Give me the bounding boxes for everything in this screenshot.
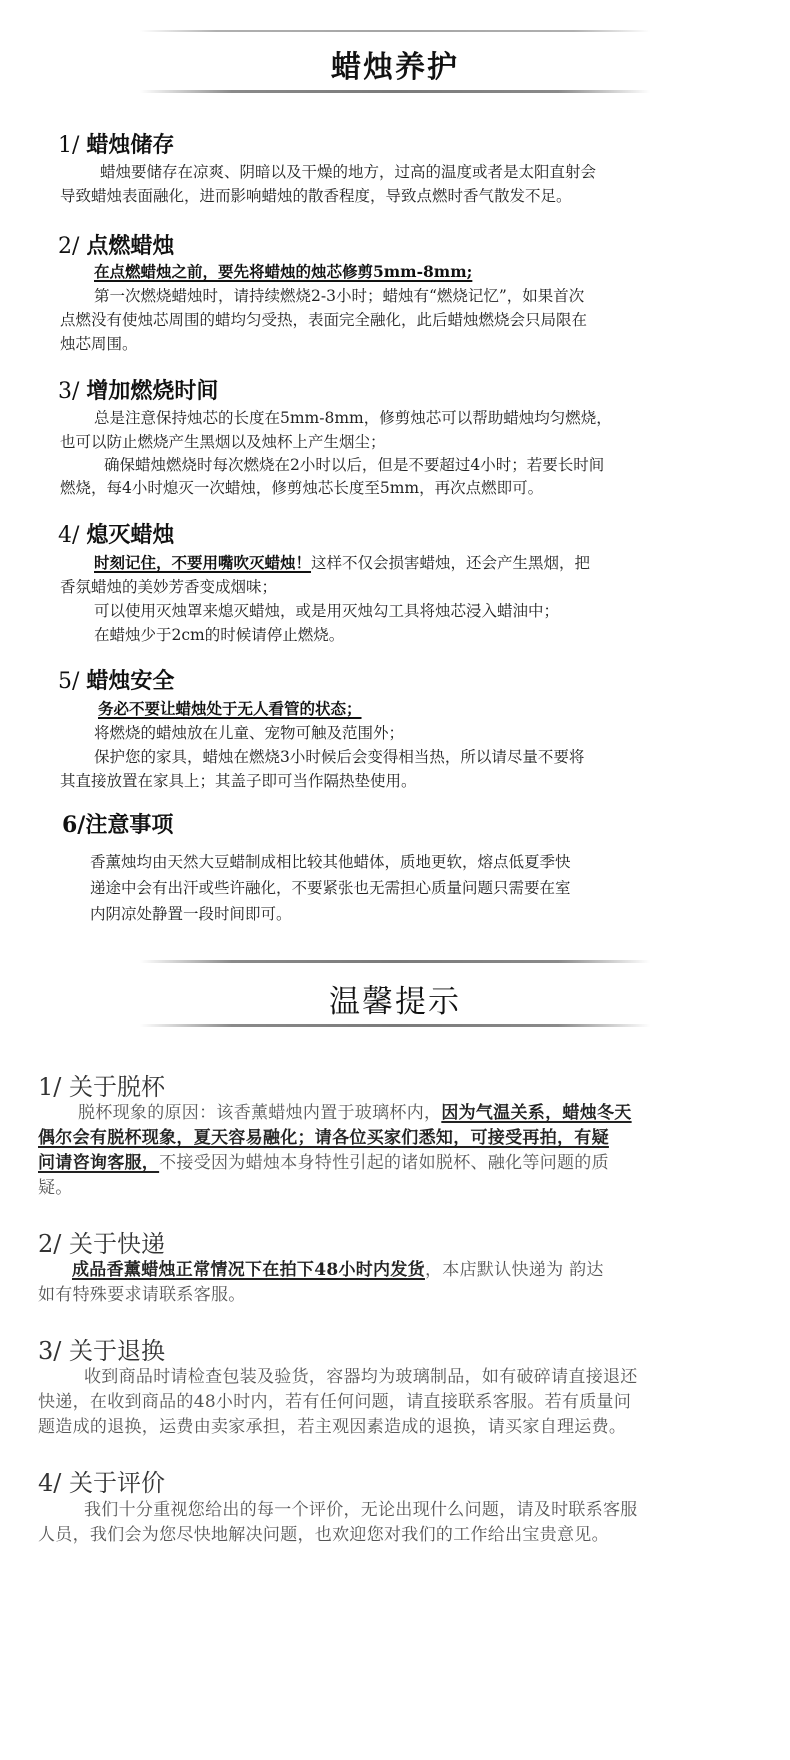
lighting-line-1: 第一次燃烧蜡烛时，请持续燃烧2-3小时；蜡烛有“燃烧记忆”，如果首次 — [94, 287, 585, 305]
extinguish-line-1: 香氛蜡烛的美妙芳香变成烟味； — [60, 578, 278, 596]
shipping-line-2: 如有特殊要求请联系客服。 — [38, 1285, 246, 1305]
storage-line-2: 导致蜡烛表面融化，进而影响蜡烛的散香程度，导致点燃时香气散发不足。 — [60, 187, 572, 205]
burn-time-line-4: 燃烧，每4小时熄灭一次蜡烛，修剪烛芯长度至5mm，再次点燃即可。 — [60, 479, 544, 497]
notes-line-1: 香薰烛均由天然大豆蜡制成相比较其他蜡体，质地更软，熔点低夏季快 — [90, 853, 571, 871]
lighting-line-3: 烛芯周围。 — [60, 335, 138, 353]
heading-returns: 3/ 关于退换 — [38, 1337, 165, 1365]
heading-cup-separation: 1/ 关于脱杯 — [38, 1073, 165, 1101]
heading-storage: 1/ 蜡烛储存 — [58, 132, 175, 158]
extinguish-line-2: 可以使用灭烛罩来熄灭蜡烛，或是用灭烛勾工具将烛芯浸入蜡油中； — [94, 602, 560, 620]
reviews-line-2: 人员，我们会为您尽快地解决问题，也欢迎您对我们的工作给出宝贵意见。 — [38, 1525, 609, 1545]
notes-line-2: 递途中会有出汗或些许融化，不要紧张也无需担心质量问题只需要在室 — [90, 879, 571, 897]
heading-burn-time: 3/ 增加燃烧时间 — [58, 378, 219, 404]
safety-line-1: 将燃烧的蜡烛放在儿童、宠物可触及范围外； — [94, 724, 405, 742]
heading-extinguish: 4/ 熄灭蜡烛 — [58, 522, 175, 548]
lighting-line-2: 点燃没有使烛芯周围的蜡均匀受热，表面完全融化，此后蜡烛燃烧会只局限在 — [60, 311, 588, 329]
safety-line-2: 保护您的家具，蜡烛在燃烧3小时候后会变得相当热，所以请尽量不要将 — [94, 748, 585, 766]
reviews-line-1: 我们十分重视您给出的每一个评价，无论出现什么问题，请及时联系客服 — [84, 1500, 638, 1520]
section-title-candle-care: 蜡烛养护 — [331, 50, 459, 85]
shipping-line-1: 成品香薰蜡烛正常情况下在拍下48小时内发货，本店默认快递为 韵达 — [72, 1260, 604, 1280]
heading-shipping: 2/ 关于快递 — [38, 1230, 165, 1258]
returns-line-1: 收到商品时请检查包装及验货，容器均为玻璃制品，如有破碎请直接退还 — [84, 1367, 638, 1387]
returns-line-3: 题造成的退换，运费由卖家承担，若主观因素造成的退换，请买家自理运费。 — [38, 1417, 627, 1437]
burn-time-line-2: 也可以防止燃烧产生黑烟以及烛杯上产生烟尘； — [60, 433, 386, 451]
burn-time-line-3: 确保蜡烛燃烧时每次燃烧在2小时以后，但是不要超过4小时；若要长时间 — [104, 456, 605, 474]
storage-line-1: 蜡烛要储存在凉爽、阴暗以及干燥的地方，过高的温度或者是太阳直射会 — [100, 163, 597, 181]
cup-separation-line-4: 疑。 — [38, 1178, 73, 1198]
heading-reviews: 4/ 关于评价 — [38, 1469, 165, 1497]
notes-line-3: 内阴凉处静置一段时间即可。 — [90, 905, 292, 923]
returns-line-2: 快递，在收到商品的48小时内，若有任何问题，请直接联系客服。若有质量问 — [38, 1392, 632, 1412]
heading-safety: 5/ 蜡烛安全 — [58, 668, 175, 694]
extinguish-emphasis-line: 时刻记住，不要用嘴吹灭蜡烛！这样不仅会损害蜡烛，还会产生黑烟，把 — [94, 553, 591, 572]
burn-time-line-1: 总是注意保持烛芯的长度在5mm-8mm，修剪烛芯可以帮助蜡烛均匀燃烧， — [94, 409, 612, 427]
safety-emphasis: 务必不要让蜡烛处于无人看管的状态； — [98, 699, 362, 718]
heading-lighting: 2/ 点燃蜡烛 — [58, 233, 175, 259]
cup-separation-line-2: 偶尔会有脱杯现象，夏天容易融化；请各位买家们悉知，可接受再拍，有疑 — [38, 1128, 609, 1148]
lighting-emphasis: 在点燃蜡烛之前，要先将蜡烛的烛芯修剪5mm-8mm; — [94, 262, 473, 281]
top-divider — [140, 30, 650, 32]
tips-top-divider — [140, 960, 650, 963]
title-divider — [140, 90, 650, 93]
cup-separation-line-1: 脱杯现象的原因：该香薰蜡烛内置于玻璃杯内，因为气温关系，蜡烛冬天 — [78, 1103, 632, 1123]
extinguish-line-3: 在蜡烛少于2cm的时候请停止燃烧。 — [94, 626, 345, 644]
tips-title-divider — [140, 1024, 650, 1027]
section-title-tips: 温馨提示 — [329, 984, 461, 1020]
cup-separation-line-3: 问请咨询客服，不接受因为蜡烛本身特性引起的诸如脱杯、融化等问题的质 — [38, 1153, 609, 1173]
heading-notes: 6/注意事项 — [62, 812, 174, 838]
safety-line-3: 其直接放置在家具上；其盖子即可当作隔热垫使用。 — [60, 772, 417, 790]
